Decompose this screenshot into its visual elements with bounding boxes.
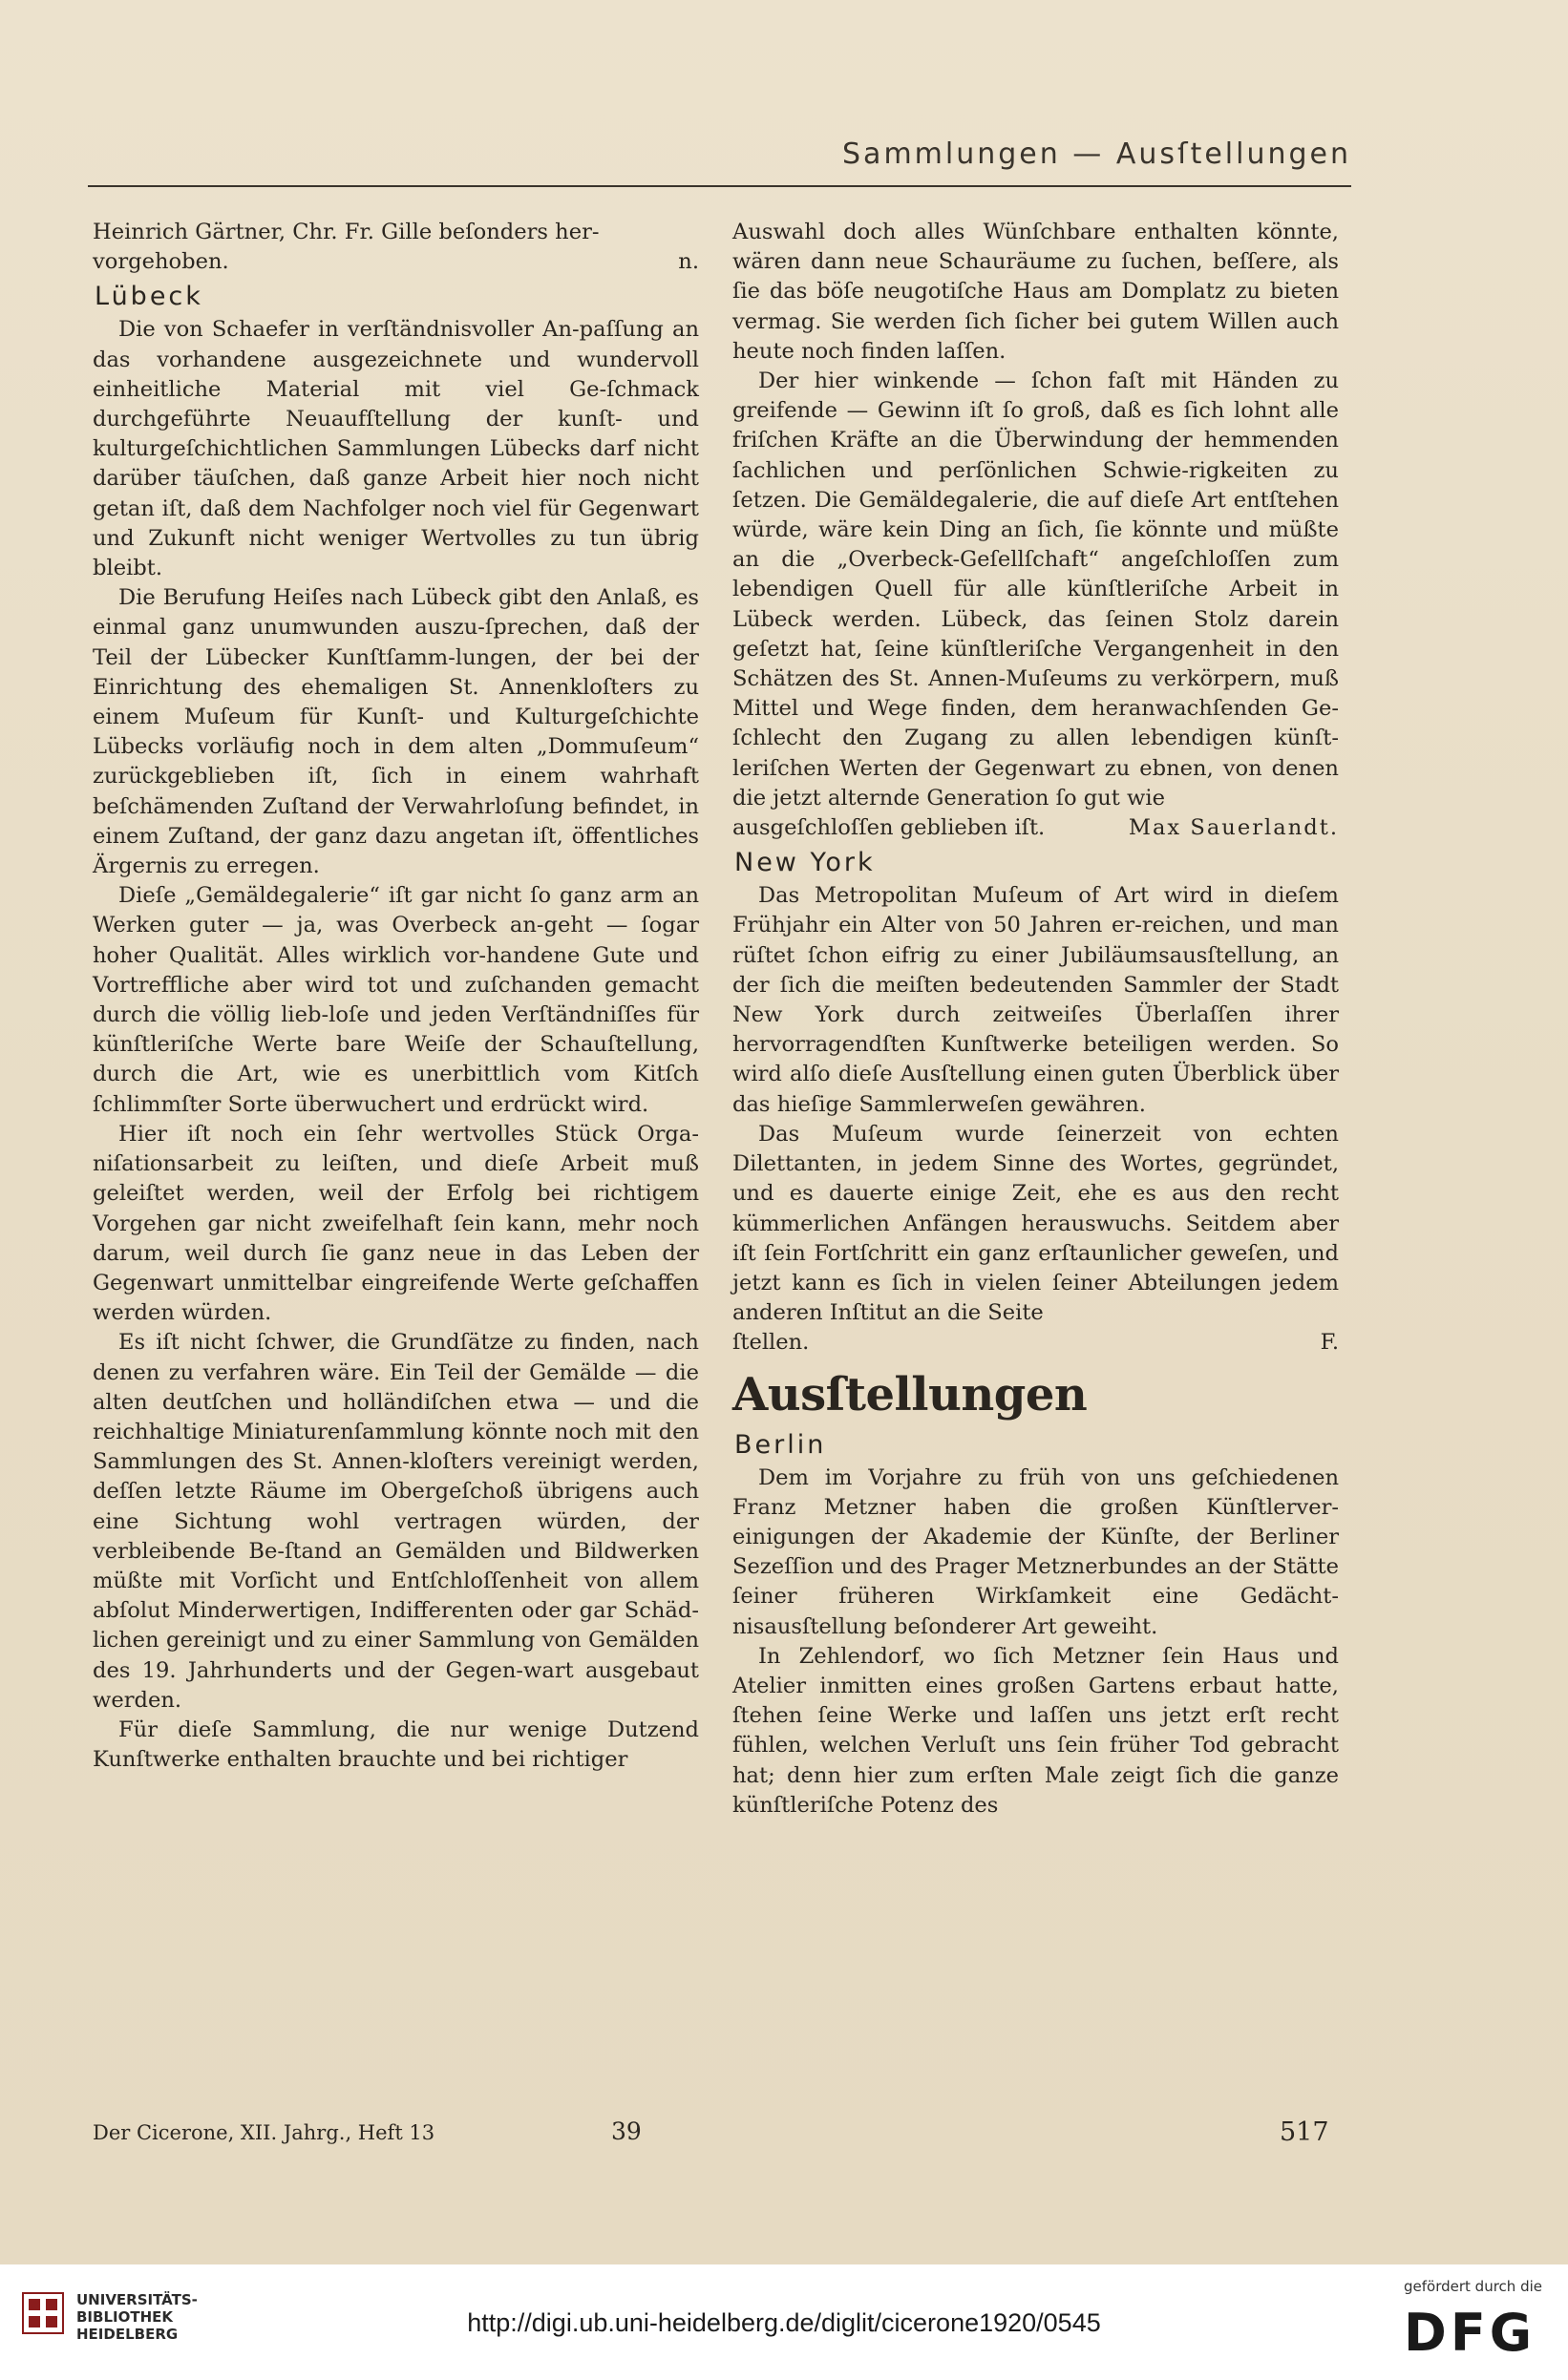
dfg-logo: [1404, 2303, 1547, 2356]
author-initial: F.: [1320, 1330, 1339, 1356]
signature-mark: 39: [611, 2117, 642, 2145]
sponsor-label: gefördert durch die: [1404, 2278, 1542, 2295]
intro-text: vorgehoben.: [93, 249, 229, 275]
author-initial: n.: [678, 249, 699, 275]
signature-line: [732, 813, 1339, 843]
left-column: [93, 218, 699, 1775]
right-column: [732, 218, 1339, 1821]
paragraph: Dem im Vorjahre zu früh von uns geſchiedenen Franz Metzner haben die großen Künſtlerver-einigungen der Akademie der Künſte, der Berliner Sezeſſion und des Prager Metznerbundes an der Stätte ſeiner früheren Wirkſamkeit eine Gedächt-nisausſtellung beſonderer Art geweiht.: [732, 1464, 1339, 1639]
paragraph: Das Metropolitan Muſeum of Art wird in dieſem Frühjahr ein Alter von 50 Jahren er-reichen, und man rüſtet ſchon eifrig zu einer Jubiläumsausſtellung, an der ſich die meiſten bedeutenden Sammler der Stadt New York durch zeitweiſes Überlaſſen ihrer hervorragendſten Kunſtwerke beteiligen werden. So wird alſo dieſe Ausſtellung einen guten Überblick über das hieſige Sammlerweſen gewähren.: [732, 883, 1339, 1117]
paragraph-continued: Auswahl doch alles Wünſchbare enthalten könnte, wären dann neue Schauräume zu ſuchen, beſſere, als ſie das böſe neugotiſche Haus am Domplatz zu bieten vermag. Sie werden ſich ſicher bei gutem Willen auch heute noch finden laſſen.: [732, 220, 1339, 364]
header-rule: [88, 185, 1351, 187]
paragraph-end: ſtellen.: [732, 1330, 810, 1356]
section-heading-new-york: New York: [734, 848, 876, 878]
paragraph: Für dieſe Sammlung, die nur wenige Dutzend Kunſtwerke enthalten brauchte und bei richtiger: [93, 1717, 699, 1773]
paragraph-end: ausgeſchloſſen geblieben iſt.: [732, 815, 1046, 841]
section-heading-luebeck: Lübeck: [95, 282, 203, 312]
paragraph: Die Berufung Heiſes nach Lübeck gibt den Anlaß, es einmal ganz unumwunden auszu-ſprechen, daß der Teil der Lübecker Kunſtſamm-lungen, der bei der Einrichtung des ehemaligen St. Annenkloſters zu einem Muſeum für Kunſt- und Kulturgeſchichte Lübecks vorläufig noch in dem alten „Dommuſeum“ zurückgeblieben iſt, ſich in einem wahrhaft beſchämenden Zuſtand der Verwahrloſung befindet, in einem Zuſtand, der ganz dazu angetan iſt, öffentliches Ärgernis zu erregen.: [93, 585, 699, 879]
source-url-link[interactable]: http://digi.ub.uni-heidelberg.de/diglit/cicerone1920/0545: [467, 2308, 1101, 2337]
running-head: Sammlungen — Ausſtellungen: [842, 137, 1351, 171]
dfg-logo-text: DFG: [1404, 2303, 1536, 2356]
journal-footer: Der Cicerone, XII. Jahrg., Heft 13: [93, 2121, 435, 2144]
library-name-line: BIBLIOTHEK: [76, 2308, 173, 2326]
author-signature: Max Sauerlandt.: [1128, 815, 1339, 841]
paragraph: Das Muſeum wurde ſeinerzeit von echten Dilettanten, in jedem Sinne des Wortes, gegründet, und es dauerte einige Zeit, ehe es aus den recht kümmerlichen Anfängen herauswuchs. Seitdem aber iſt ſein Fortſchritt ein ganz erſtaunlicher geweſen, und jetzt kann es ſich in vielen ſeiner Abteilungen jedem anderen Inſtitut an die Seite: [732, 1121, 1339, 1326]
paragraph: Es iſt nicht ſchwer, die Grundſätze zu finden, nach denen zu verfahren wäre. Ein Teil der Gemälde — die alten deutſchen und holländiſchen etwa — und die reichhaltige Miniaturenſammlung könnte noch mit den Sammlungen des St. Annen-kloſters vereinigt werden, deſſen letzte Räume im Obergeſchoß übrigens auch eine Sichtung wohl vertragen würden, der verbleibende Be-ſtand an Gemälden und Bildwerken müßte mit Vorſicht und Entſchloſſenheit von allem abſolut Minderwertigen, Indifferenten oder gar Schäd-lichen gereinigt und zu einer Sammlung von Gemälden des 19. Jahrhunderts und der Gegen-wart ausgebaut werden.: [93, 1330, 699, 1713]
page-number: 517: [1280, 2117, 1329, 2147]
paragraph: Der hier winkende — ſchon faſt mit Händen zu greifende — Gewinn iſt ſo groß, daß es ſich lohnt alle friſchen Kräfte an die Überwindung der hemmenden ſachlichen und perſönlichen Schwie-rigkeiten zu ſetzen. Die Gemäldegalerie, die auf dieſe Art entſtehen würde, wäre kein Ding an ſich, ſie könnte und müßte an die „Overbeck-Geſellſchaft“ angeſchloſſen zum lebendigen Quell für alle künſtleriſche Arbeit in Lübeck werden. Lübeck, das ſeinen Stolz darein geſetzt hat, ſeine künſtleriſche Vergangenheit in den Schätzen des St. Annen-Muſeums zu verkörpern, muß Mittel und Wege finden, dem heranwachſenden Ge-ſchlecht den Zugang zu allen lebendigen künſt-leriſchen Werten der Gegenwart zu ebnen, von denen die jetzt alternde Generation ſo gut wie: [732, 369, 1339, 811]
paragraph: Die von Schaefer in verſtändnisvoller An-paſſung an das vorhandene ausgezeichnete und wundervoll einheitliche Material mit viel Ge-ſchmack durchgeführte Neuaufſtellung der kunſt- und kulturgeſchichtlichen Sammlungen Lübecks darf nicht darüber täuſchen, daß ganze Arbeit hier noch nicht getan iſt, daß dem Nachfolger noch viel für Gegenwart und Zukunft nicht weniger Wertvolles zu tun übrig bleibt.: [93, 317, 699, 581]
main-heading-ausstellungen: Ausſtellungen: [732, 1367, 1088, 1422]
paragraph: Hier iſt noch ein ſehr wertvolles Stück Orga-niſationsarbeit zu leiſten, und dieſe Arbeit muß geleiſtet werden, weil der Erfolg bei richtigem Vorgehen gar nicht zweifelhaft ſein kann, mehr noch darum, weil durch ſie ganz neue in das Leben der Gegenwart unmittelbar eingreifende Werte geſchaffen werden würden.: [93, 1121, 699, 1326]
paragraph: Dieſe „Gemäldegalerie“ iſt gar nicht ſo ganz arm an Werken guter — ja, was Overbeck an-geht — ſogar hoher Qualität. Alles wirklich vor-handene Gute und Vortreffliche aber wird tot und zuſchanden gemacht durch die völlig lieb-loſe und jeden Verſtändniſſes für künſtleriſche Werte bare Weiſe der Schauſtellung, durch die Art, wie es unerbittlich vom Kitſch ſchlimmſter Sorte überwuchert und erdrückt wird.: [93, 883, 699, 1117]
library-name-line: HEIDELBERG: [76, 2326, 179, 2343]
intro-signature-line: [93, 247, 699, 277]
intro-line: Heinrich Gärtner, Chr. Fr. Gille beſonders her-: [93, 220, 600, 244]
library-name-line: UNIVERSITÄTS-: [76, 2291, 198, 2308]
signature-line: [732, 1328, 1339, 1358]
section-heading-berlin: Berlin: [734, 1429, 827, 1460]
paragraph: In Zehlendorf, wo ſich Metzner ſein Haus und Atelier inmitten eines großen Gartens erbaut hatte, ſtehen ſeine Werke und laſſen uns jetzt erſt recht fühlen, welchen Verluſt uns ſein früher Tod gebracht hat; denn hier zum erſten Male zeigt ſich die ganze künſtleriſche Potenz des: [732, 1643, 1339, 1818]
